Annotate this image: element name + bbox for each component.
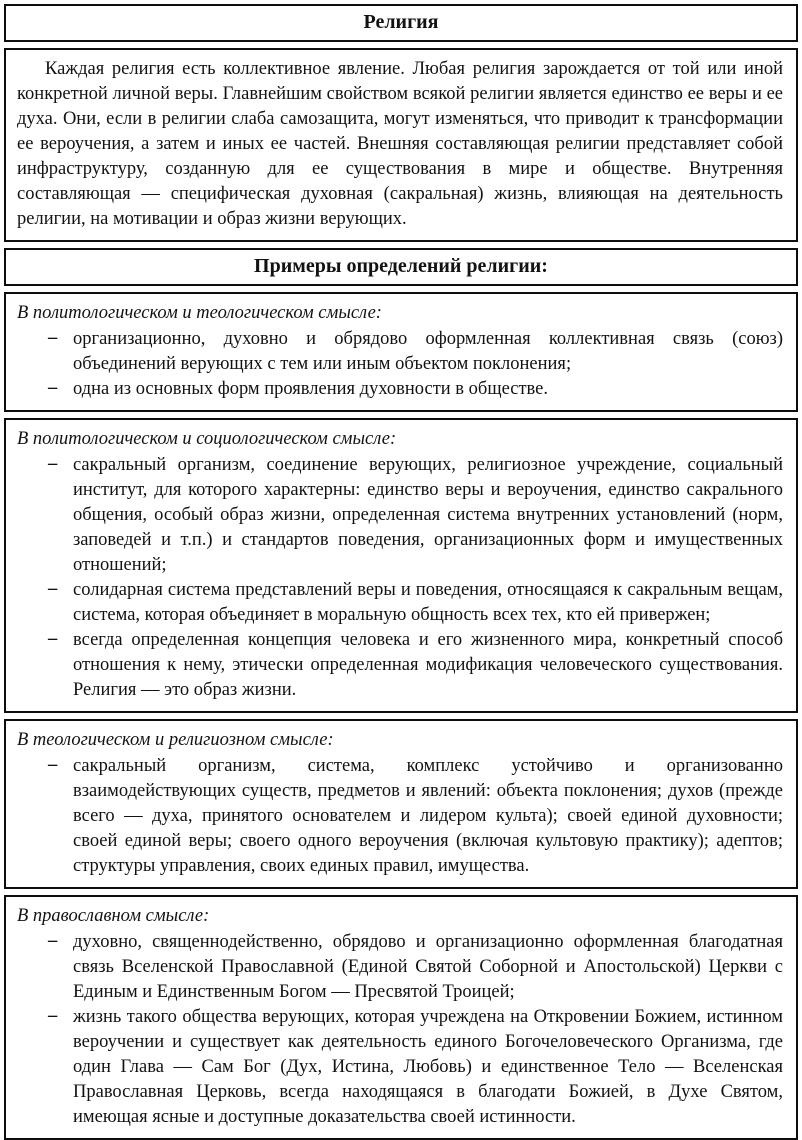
list-item-text: одна из основных форм проявления духовности в обществе.: [73, 379, 549, 399]
list-item: [17, 578, 783, 628]
list-item-text: сакральный организм, система, комплекс устойчиво и организованно взаимодействующих существ, предметов и явлений: объекта поклонения; духов (прежде всего — духа, принятого основателем и лидером культа); своей единой духовности; своей единой веры; своего одного вероучения (включая культовую практику); адептов; структуры управления, своих единых правил, имущества.: [73, 756, 783, 876]
list-item-text: духовно, священнодейственно, обрядово и организационно оформленная благодатная связь Вселенской Православной (Единой Святой Соборной и Апостольской) Церкви с Единым и Единственным Богом — Пресвятой Троицей;: [73, 932, 783, 1002]
intro-box: [4, 48, 798, 242]
intro-paragraph: Каждая религия есть коллективное явление. Любая религия зарождается от той или иной конкретной личной веры. Главнейшим свойством всякой религии является единство ее веры и ее духа. Они, если в религии слаба самозащита, могут изменяться, что приводит к трансформации ее вероучения, а затем и иных ее частей. Внешняя составляющая религии представляет собой инфраструктуру, созданную для ее существования в мире и обществе. Внутренняя составляющая — специфическая духовная (сакральная) жизнь, влияющая на деятельность религии, на мотивации и образ жизни верующих.: [17, 59, 783, 229]
examples-header: Примеры определений религии:: [254, 255, 548, 277]
bullet-dash: –: [48, 454, 58, 474]
title-box: [4, 4, 798, 42]
list-item: [17, 754, 783, 879]
page-title: Религия: [363, 11, 439, 33]
bullet-dash: –: [48, 755, 58, 775]
list-item: [17, 377, 783, 402]
list-item: [17, 327, 783, 377]
bullet-dash: –: [48, 629, 58, 649]
bullet-dash: –: [48, 579, 58, 599]
section-politological-sociological: [4, 418, 798, 713]
list-item-text: организационно, духовно и обрядово оформленная коллективная связь (союз) объединений верующих с тем или иным объектом поклонения;: [73, 329, 783, 374]
examples-header-box: [4, 248, 798, 286]
list-item: [17, 453, 783, 578]
section-lead: В теологическом и религиозном смысле:: [17, 730, 334, 750]
list-item: [17, 1005, 783, 1130]
list-item: [17, 930, 783, 1005]
bullet-dash: –: [48, 328, 58, 348]
bullet-dash: –: [48, 378, 58, 398]
bullet-dash: –: [48, 931, 58, 951]
section-lead: В политологическом и теологическом смысле:: [17, 303, 382, 323]
section-orthodox: [4, 895, 798, 1140]
section-theological-religious: [4, 719, 798, 889]
section-lead: В православном смысле:: [17, 906, 210, 926]
bullet-dash: –: [48, 1006, 58, 1026]
section-lead: В политологическом и социологическом смысле:: [17, 429, 397, 449]
list-item-text: жизнь такого общества верующих, которая учреждена на Откровении Божием, истинном вероучении и существует как деятельность единого Богочеловеческого Организма, где один Глава — Сам Бог (Дух, Истина, Любовь) и единственное Тело — Вселенская Православная Церковь, всегда находящаяся в благодати Божией, в Духе Святом, имеющая ясные и доступные доказательства своей истинности.: [73, 1007, 783, 1127]
section-politological-theological: [4, 292, 798, 412]
list-item: [17, 628, 783, 703]
list-item-text: всегда определенная концепция человека и его жизненного мира, конкретный способ отношения к нему, этически определенная модификация человеческого существования. Религия — это образ жизни.: [73, 630, 783, 700]
list-item-text: солидарная система представлений веры и поведения, относящаяся к сакральным вещам, система, которая объединяет в моральную общность всех тех, кто ей привержен;: [73, 580, 783, 625]
list-item-text: сакральный организм, соединение верующих, религиозное учреждение, социальный институт, для которого характерны: единство веры и вероучения, единство сакрального общения, особый образ жизни, определенная система внутренних установлений (норм, заповедей и т.п.) и стандартов поведения, организационных форм и имущественных отношений;: [73, 455, 783, 575]
